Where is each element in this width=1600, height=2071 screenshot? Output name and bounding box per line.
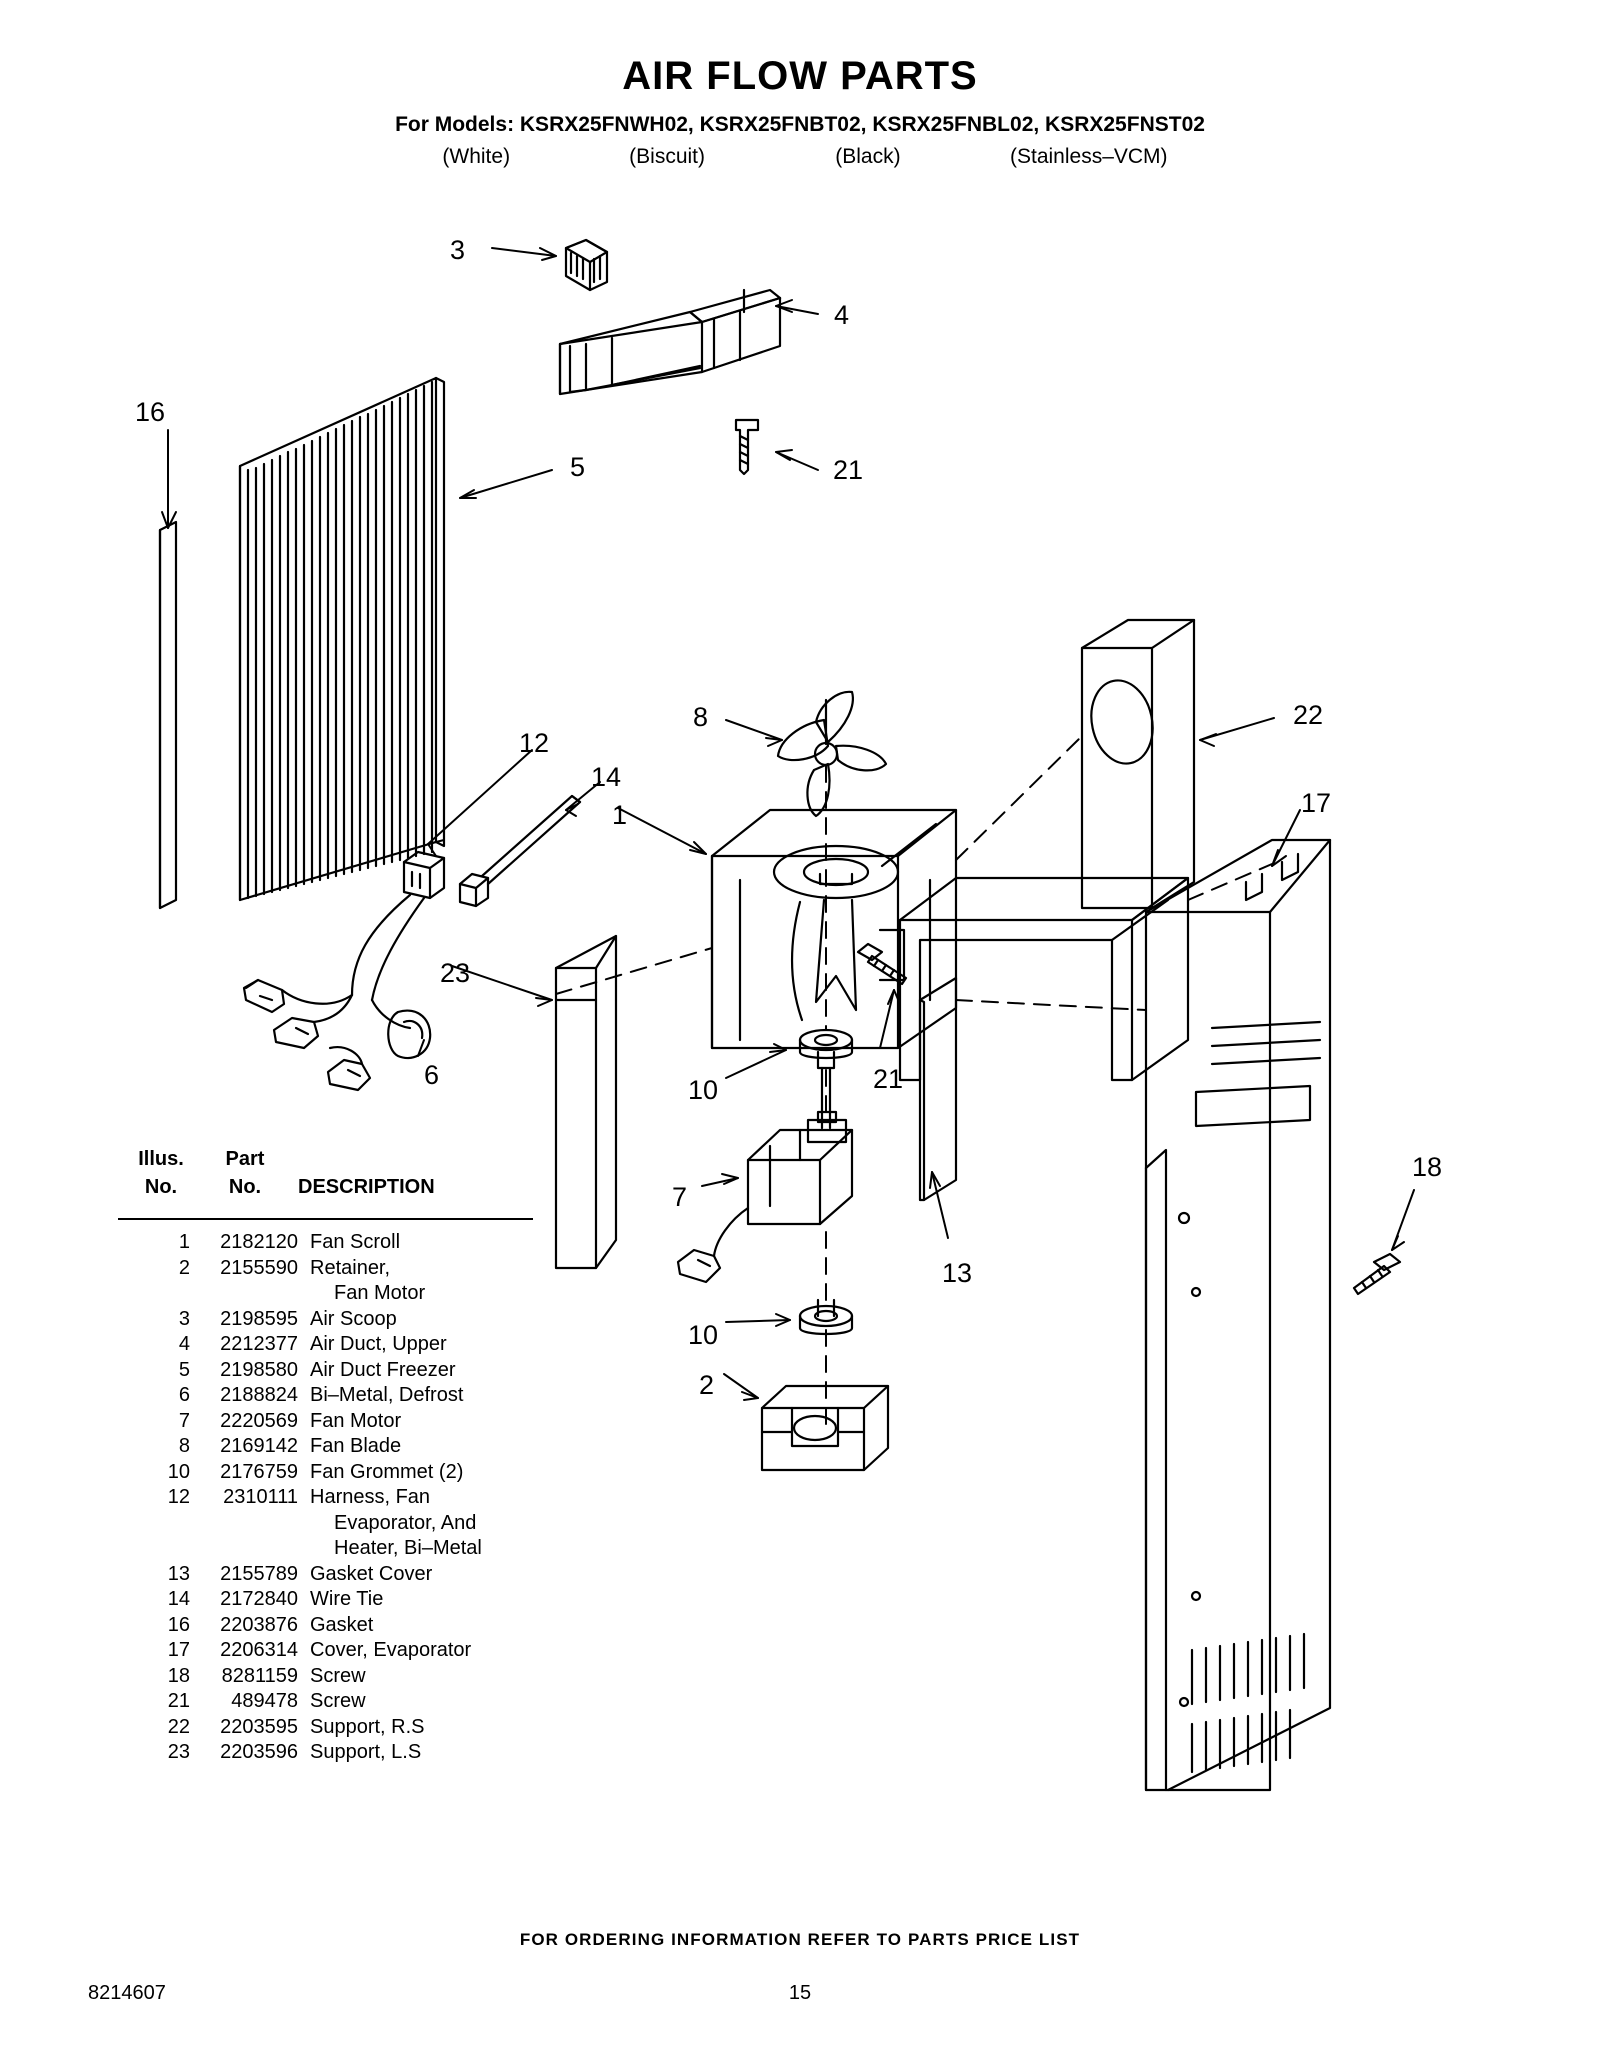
- cell-part: 2155590: [220, 1256, 298, 1279]
- cell-desc: Cover, Evaporator: [310, 1639, 472, 1661]
- cell-desc: Fan Motor: [310, 1409, 402, 1432]
- cell-illus: 8: [178, 1435, 190, 1457]
- part-wire-harness: [244, 852, 444, 1090]
- cell-desc: Fan Blade: [310, 1435, 402, 1457]
- cell-desc: Fan Scroll: [310, 1231, 401, 1253]
- part-gasket-strip: [160, 522, 176, 908]
- cell-desc: Heater, Bi–Metal: [334, 1537, 482, 1559]
- cell-part: 2155789: [220, 1562, 298, 1585]
- part-air-duct-upper: [560, 290, 780, 394]
- ordering-note: FOR ORDERING INFORMATION REFER TO PARTS PRICE LIST: [519, 1930, 1081, 1949]
- table-row: [118, 1740, 548, 1766]
- cell-desc: Fan Motor: [334, 1282, 426, 1304]
- cell-part: 2172840: [220, 1588, 298, 1610]
- cell-desc: Gasket: [310, 1613, 374, 1636]
- cell-desc: Evaporator, And: [334, 1511, 477, 1534]
- cell-part: 2212377: [220, 1333, 298, 1355]
- part-screw-right: [1354, 1254, 1400, 1294]
- cell-part: 2169142: [220, 1435, 298, 1457]
- header-description: DESCRIPTION: [298, 1176, 435, 1198]
- cell-illus: 14: [167, 1588, 190, 1610]
- part-air-duct-freezer: [240, 378, 444, 900]
- table-row: [118, 1332, 548, 1358]
- finish-black: (Black): [835, 145, 901, 169]
- table-row: [118, 1485, 548, 1511]
- cell-part: 489478: [231, 1690, 298, 1712]
- table-row: [118, 1230, 548, 1256]
- table-row-continuation: [118, 1536, 548, 1562]
- cell-illus: 4: [178, 1333, 190, 1355]
- part-screw-upper: [736, 420, 758, 474]
- table-row-continuation: [118, 1511, 548, 1537]
- cell-illus: 12: [167, 1486, 190, 1508]
- cell-illus: 10: [167, 1460, 190, 1483]
- table-row: [118, 1613, 548, 1639]
- cell-illus: 23: [167, 1741, 190, 1763]
- callout-14: 14: [591, 762, 622, 792]
- cell-part: 2198580: [220, 1358, 298, 1381]
- table-row-continuation: [118, 1281, 548, 1307]
- cell-desc: Air Scoop: [310, 1307, 397, 1330]
- callout-16: 16: [135, 397, 166, 427]
- parts-list-table: [118, 1148, 548, 1766]
- cell-illus: 5: [178, 1358, 190, 1381]
- cell-illus: 17: [167, 1639, 190, 1661]
- cell-part: 2198595: [220, 1307, 298, 1330]
- callout-12: 12: [519, 728, 550, 758]
- finish-white: (White): [442, 145, 511, 169]
- cell-desc: Wire Tie: [310, 1588, 384, 1610]
- part-air-scoop: [566, 240, 607, 290]
- part-fan-blade: [778, 692, 886, 816]
- cell-illus: 2: [178, 1256, 190, 1279]
- cell-desc: Bi–Metal, Defrost: [310, 1384, 464, 1406]
- cell-desc: Harness, Fan: [310, 1486, 431, 1508]
- cell-part: 2203595: [220, 1715, 298, 1738]
- table-header: [118, 1148, 548, 1216]
- callout-17: 17: [1301, 788, 1332, 818]
- header-part-line1: Part: [225, 1148, 265, 1170]
- finish-biscuit: (Biscuit): [629, 145, 705, 169]
- document-number: 8214607: [88, 1982, 166, 2004]
- cell-part: 2203876: [220, 1613, 298, 1636]
- callout-23: 23: [440, 958, 471, 988]
- table-row: [118, 1689, 548, 1715]
- finish-stainless: (Stainless–VCM): [1009, 145, 1168, 169]
- part-retainer-fan-motor: [762, 1386, 888, 1470]
- part-fan-grommet-lower: [800, 1300, 852, 1334]
- cell-part: 2310111: [223, 1486, 298, 1508]
- cell-illus: 16: [167, 1613, 190, 1636]
- cell-illus: 7: [178, 1409, 190, 1432]
- callout-2: 2: [699, 1370, 715, 1400]
- cell-desc: Fan Grommet (2): [310, 1460, 464, 1483]
- table-row: [118, 1256, 548, 1282]
- table-row: [118, 1409, 548, 1435]
- page-title: AIR FLOW PARTS: [622, 54, 978, 98]
- callout-10-lower: 10: [688, 1320, 719, 1350]
- cell-illus: 6: [178, 1384, 190, 1406]
- cell-part: 8281159: [221, 1664, 298, 1687]
- header-part-line2: No.: [228, 1176, 262, 1198]
- callout-3: 3: [450, 235, 466, 265]
- callout-4: 4: [834, 300, 850, 330]
- callout-21-upper: 21: [833, 455, 864, 485]
- callout-13: 13: [942, 1258, 973, 1288]
- cell-desc: Retainer,: [310, 1256, 391, 1279]
- cell-part: 2220569: [220, 1409, 298, 1432]
- cell-desc: Support, L.S: [310, 1741, 422, 1763]
- models-line: For Models: KSRX25FNWH02, KSRX25FNBT02, KSRX25FNBL02, KSRX25FNST02: [395, 113, 1205, 136]
- part-support-rs: [1082, 620, 1194, 908]
- cell-illus: 18: [167, 1664, 190, 1687]
- callout-8: 8: [693, 702, 709, 732]
- cell-part: 2182120: [220, 1231, 298, 1253]
- table-body: [118, 1230, 548, 1766]
- callout-1: 1: [612, 800, 628, 830]
- callout-21-middle: 21: [873, 1064, 904, 1094]
- cell-desc: Air Duct Freezer: [310, 1358, 456, 1381]
- callout-6: 6: [424, 1060, 440, 1090]
- cell-desc: Screw: [310, 1664, 366, 1687]
- callout-5: 5: [570, 452, 586, 482]
- table-row: [118, 1383, 548, 1409]
- cell-desc: Gasket Cover: [310, 1562, 433, 1585]
- table-row: [118, 1638, 548, 1664]
- table-row: [118, 1434, 548, 1460]
- table-row: [118, 1664, 548, 1690]
- cell-desc: Support, R.S: [310, 1715, 425, 1738]
- cell-part: 2176759: [220, 1460, 298, 1483]
- header-illus-line1: Illus.: [138, 1148, 184, 1170]
- cell-illus: 22: [167, 1715, 190, 1738]
- cell-part: 2206314: [220, 1639, 298, 1661]
- page-number: 15: [788, 1982, 812, 2004]
- table-header-rule: [118, 1218, 533, 1220]
- part-wire-tie: [460, 796, 580, 906]
- part-cover-evaporator: [1146, 840, 1330, 1790]
- table-row: [118, 1587, 548, 1613]
- cell-desc: Screw: [310, 1690, 366, 1712]
- callout-10-upper: 10: [688, 1075, 719, 1105]
- callout-18: 18: [1412, 1152, 1443, 1182]
- callout-7: 7: [672, 1182, 688, 1212]
- cell-part: 2203596: [220, 1741, 298, 1763]
- header-illus-line2: No.: [144, 1176, 178, 1198]
- table-row: [118, 1358, 548, 1384]
- cell-illus: 1: [178, 1231, 190, 1253]
- table-row: [118, 1307, 548, 1333]
- cell-illus: 13: [167, 1562, 190, 1585]
- cell-illus: 3: [178, 1307, 190, 1330]
- table-row: [118, 1562, 548, 1588]
- cell-part: 2188824: [220, 1384, 298, 1406]
- table-row: [118, 1460, 548, 1486]
- cell-illus: 21: [167, 1690, 190, 1712]
- cell-desc: Air Duct, Upper: [310, 1333, 447, 1355]
- table-row: [118, 1715, 548, 1741]
- part-fan-motor: [678, 1112, 852, 1282]
- callout-22: 22: [1293, 700, 1324, 730]
